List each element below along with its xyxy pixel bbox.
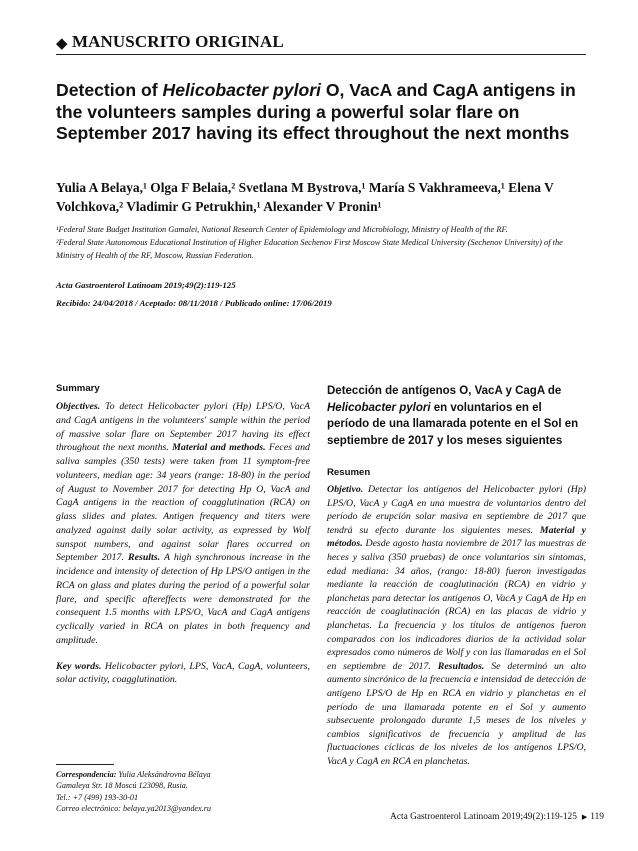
summary-abstract — [56, 400, 310, 648]
page-number: 119 — [590, 812, 604, 822]
spanish-column — [327, 383, 586, 768]
resultados-label: Resultados. — [437, 660, 485, 672]
footer-journal: Acta Gastroenterol Latinoam 2019;49(2):119-125 — [390, 812, 577, 822]
keywords — [56, 660, 310, 688]
spanish-title-rest: en voluntarios en el período de una llamarada potente en el Sol en septiembre de 2017 y los meses siguientes — [327, 401, 579, 447]
triangle-right-icon: ▶ — [581, 813, 588, 821]
objectives-text: To detect Helicobacter pylori (Hp) LPS/O, VacA and CagA antigens in the volunteers' sample within the period of massive solar flare on September 2017 having its effect throughout the next months. — [56, 401, 310, 454]
metodos-label: Material y métodos. — [327, 524, 586, 550]
objetivo-text: Detectar los antígenos del Helicobacter pylori (Hp) LPS/O, VacA y CagA en una muestra de voluntarios dentro del período de erupción solar masiva en septiembre de 2017 que tendrá su efecto durante los siguientes meses. — [327, 484, 586, 536]
spanish-title-italic: Helicobacter pylori — [327, 401, 431, 414]
resumen-abstract — [327, 483, 586, 768]
affiliation-1: ¹Federal State Budget Institution Gamalei, National Research Center of Epidemiology and Microbiology, Ministry of Health of the RF. — [56, 225, 508, 234]
resultados-text: Se determinó un alto aumento sincrónico de la frecuencia e intensidad de detección de antígeno LPS/O de Hp en RCA en vidrio y planchetas en el período de una llamarada potente en el Sol y aumento subsecuente prolongado durante 1,5 meses de los niveles y cambios significativos de frecuencia y amplitud de las fluctuaciones cíclicas de los niveles de los antígenos LPS/O, VacA y CagA en RCA en planchetas. — [327, 660, 586, 767]
results-label: Results. — [128, 552, 161, 564]
title-text-rest: O, VacA and CagA antigens in the volunteers samples during a powerful solar flare on September 2017 having its effect throughout the next months — [56, 80, 576, 143]
title-italic-species: Helicobacter pylori — [162, 80, 321, 100]
correspondence-phone: Tel.: +7 (499) 193-30-01 — [56, 792, 139, 802]
author-list: Yulia A Belaya,¹ Olga F Belaia,² Svetlana M Bystrova,¹ María S Vakhrameeva,¹ Elena V Volchkova,² Vladimir G Petrukhin,¹ Alexander V Pronin¹ — [56, 180, 554, 214]
summary-heading: Summary — [56, 383, 100, 394]
section-label: MANUSCRITO ORIGINAL — [72, 32, 284, 51]
spanish-title — [327, 383, 586, 449]
resumen-heading: Resumen — [327, 467, 371, 478]
objectives-label: Objectives. — [56, 401, 101, 412]
correspondence-label: Correspondencia: — [56, 770, 117, 779]
publication-dates: Recibido: 24/04/2018 / Aceptado: 08/11/2018 / Publicado online: 17/06/2019 — [56, 298, 332, 308]
affiliation-2: ²Federal State Autonomous Educational Institution of Higher Education Sechenov First Moscow State Medical University (Sechenov University) of the Ministry of Health of the RF, Moscow, Russian Federation. — [56, 238, 563, 260]
correspondence-address: Gamaleya Str. 18 Moscú 123098, Rusia. — [56, 781, 188, 791]
objetivo-label: Objetivo. — [327, 484, 364, 495]
page-footer — [390, 812, 604, 822]
methods-text: Feces and saliva samples (350 tests) were taken from 11 symptom-free volunteers, median age: 34 years (range: 18-80) in the period of August to November 2017 for detecting Hp O, VacA and CagA antigens in the reaction of coagglutination (RCA) on glass slides and plates. Antigen frequency and titers were analyzed against daily solar activity, as expressed by Wolf sunspot numbers, and against solar flares occurred on September 2017. — [56, 442, 310, 564]
correspondence-name: Yulia Aleksándrovna Bélaya — [116, 770, 211, 779]
correspondence-email: Correo electrónico: belaya.ya2013@yandex.ru — [56, 804, 212, 814]
article-title — [56, 80, 592, 145]
metodos-text: Desde agosto hasta noviembre de 2017 las muestras de heces y saliva (350 pruebas) de once voluntarios sin síntomas, edad mediana: 34 años, (rango: 18-80) fueron investigadas mediante la reacción de coaglutinación (RCA) en vidrio y planchetas para detectar los antígenos O, VacA y CagA de Hp en reacción de coaglutinación (RCA) en las placas de vidrio y planchetas. La frecuencia y los títulos de antígenos fueron comparados con los indicadores diarios de la actividad solar expresados como números de Wolf y con las llamaradas en el Sol en septiembre de 2017. — [327, 538, 586, 672]
summary-column — [56, 383, 310, 687]
section-header — [56, 30, 586, 55]
spanish-title-text: Detección de antígenos O, VacA y CagA de — [327, 385, 562, 397]
results-text: A high synchronous increase in the incidence and intensity of detection of Hp LPS/O antigen in the RCA on glass and plates during the period of a powerful solar flare, and specific aftereffects were demonstrated for the consequent 1.5 months with LPS/O, VacA and CagA antigens cyclically varied in RCA on plates in both frequency and amplitude. — [56, 552, 310, 646]
correspondence-name-line — [56, 769, 310, 780]
diamond-icon: ◆ — [56, 36, 68, 52]
affiliations — [56, 224, 592, 263]
keywords-text: Helicobacter pylori, LPS, VacA, CagA, volunteers, solar activity, coagglutination. — [56, 660, 310, 686]
citation: Acta Gastroenterol Latinoam 2019;49(2):119-125 — [56, 280, 236, 290]
title-text: Detection of — [56, 80, 163, 100]
methods-label: Material and methods. — [172, 442, 266, 454]
keywords-label: Key words. — [56, 660, 102, 672]
correspondence — [56, 765, 310, 815]
